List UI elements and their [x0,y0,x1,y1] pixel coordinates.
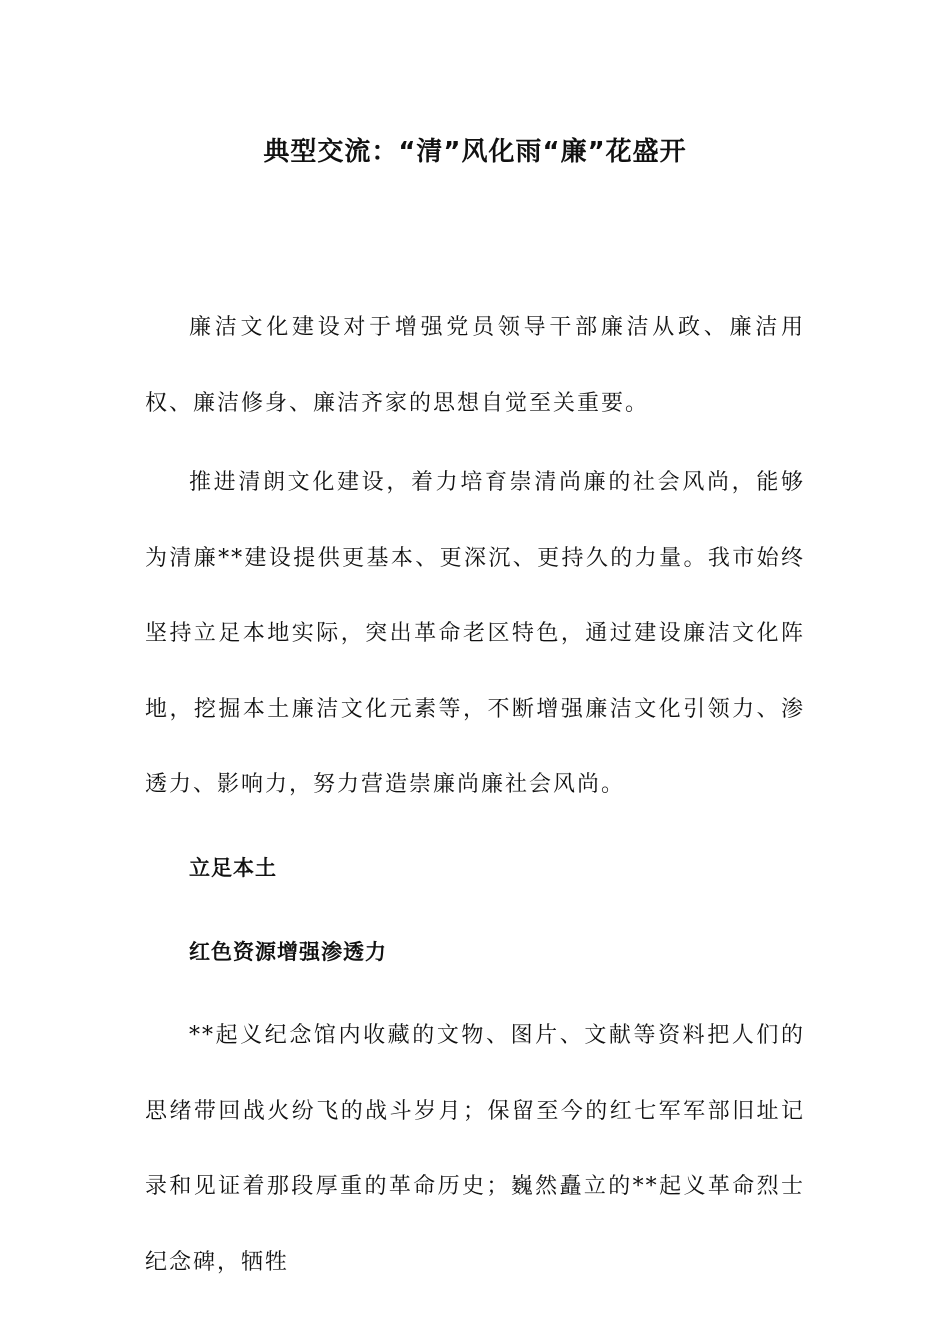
subsection-heading: 红色资源增强渗透力 [189,940,387,964]
paragraph-culture-building: 推进清朗文化建设，着力培育崇清尚廉的社会风尚，能够为清廉**建设提供更基本、更深沉、更持久的力量。我市始终坚持立足本地实际，突出革命老区特色，通过建设廉洁文化阵地，挖掘本土廉洁文化元素等，不断增强廉洁文化引领力、渗透力、影响力，努力营造崇廉尚廉社会风尚。 [145,470,805,797]
section-heading: 立足本土 [189,856,277,880]
paragraph-red-resources: **起义纪念馆内收藏的文物、图片、文献等资料把人们的思绪带回战火纷飞的战斗岁月；保留至今的红七军军部旧址记录和见证着那段厚重的革命历史；巍然矗立的**起义革命烈士纪念碑，牺牲 [145,1023,805,1275]
document-title: 典型交流：“清”风化雨“廉”花盛开 [263,137,687,167]
paragraph-intro: 廉洁文化建设对于增强党员领导干部廉洁从政、廉洁用权、廉洁修身、廉洁齐家的思想自觉至关重要。 [145,315,805,416]
